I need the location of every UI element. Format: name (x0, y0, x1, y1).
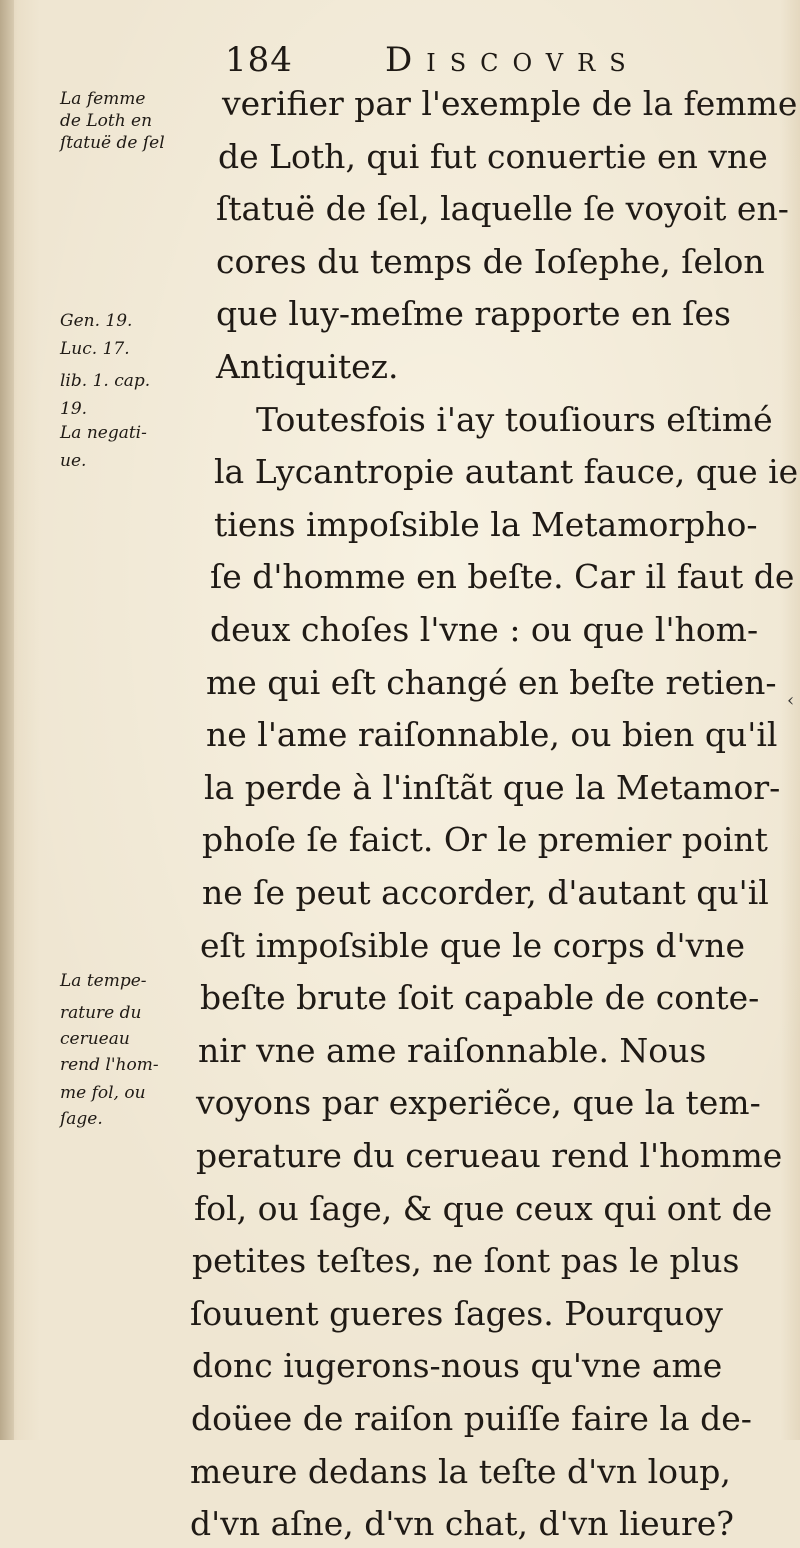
margin-note-line: ſage. (60, 1109, 103, 1129)
text-line: beſte brute ſoit capable de conte- (200, 978, 760, 1017)
running-head: Discovrs (385, 40, 640, 80)
text-line: perature du cerueau rend l'homme (196, 1136, 783, 1175)
text-line: phoſe ſe faict. Or le premier point (202, 820, 768, 859)
text-line: ſtatuë de ſel, laquelle ſe voyoit en- (216, 189, 789, 228)
text-line: me qui eſt changé en beſte retien- (206, 663, 777, 702)
text-line: ſe d'homme en beſte. Car il faut de (210, 557, 795, 596)
text-line: de Loth, qui fut conuertie en vne (218, 137, 768, 176)
margin-note-line: de Loth en (60, 111, 153, 131)
margin-note-line: La negati- (60, 423, 147, 443)
page-binding-edge (0, 0, 14, 1440)
margin-note-line: Luc. 17. (60, 339, 130, 359)
text-line: donc iugerons-nous qu'vne ame (192, 1346, 723, 1385)
margin-note-line: rend l'hom- (60, 1055, 159, 1075)
edge-mark: ‹ (787, 690, 795, 711)
text-line: ſouuent gueres ſages. Pourquoy (190, 1294, 723, 1333)
text-line: ne ſe peut accorder, d'autant qu'il (202, 873, 769, 912)
margin-note-line: lib. 1. cap. (60, 371, 151, 391)
text-line: voyons par experiẽce, que la tem- (196, 1083, 761, 1122)
text-line: Toutesfois i'ay touſiours eſtimé (256, 400, 773, 439)
margin-note-line: cerueau (60, 1029, 130, 1049)
margin-note-line: ſtatuë de ſel (60, 133, 165, 153)
text-line: meure dedans la teſte d'vn loup, (190, 1452, 731, 1491)
text-line: doüee de raiſon puiſſe faire la de- (191, 1399, 752, 1438)
text-line: que luy-meſme rapporte en ſes (216, 294, 731, 333)
text-line: nir vne ame raiſonnable. Nous (198, 1031, 707, 1070)
text-line: Antiquitez. (216, 347, 399, 386)
text-line: ne l'ame raiſonnable, ou bien qu'il (206, 715, 778, 754)
text-line: petites teſtes, ne ſont pas le plus (192, 1241, 740, 1280)
text-line: d'vn aſne, d'vn chat, d'vn lieure? (190, 1504, 734, 1543)
text-line: deux choſes l'vne : ou que l'hom- (210, 610, 759, 649)
text-line: cores du temps de Ioſephe, ſelon (216, 242, 765, 281)
text-line: verifier par l'exemple de la femme (222, 84, 798, 123)
margin-note-line: 19. (60, 399, 88, 419)
margin-note-line: Gen. 19. (60, 311, 133, 331)
text-line: la perde à l'inſtãt que la Metamor- (204, 768, 781, 807)
text-line: fol, ou ſage, & que ceux qui ont de (194, 1189, 773, 1228)
margin-note-line: ue. (60, 451, 87, 471)
text-line: tiens impoſsible la Metamorpho- (214, 505, 758, 544)
text-line: la Lycantropie autant fauce, que ie (214, 452, 799, 491)
margin-note-line: La tempe- (60, 971, 147, 991)
margin-note-line: rature du (60, 1003, 142, 1023)
page-number: 184 (225, 40, 293, 80)
margin-note-line: me fol, ou (60, 1083, 146, 1103)
text-line: eſt impoſsible que le corps d'vne (200, 926, 745, 965)
margin-note-line: La femme (60, 89, 146, 109)
